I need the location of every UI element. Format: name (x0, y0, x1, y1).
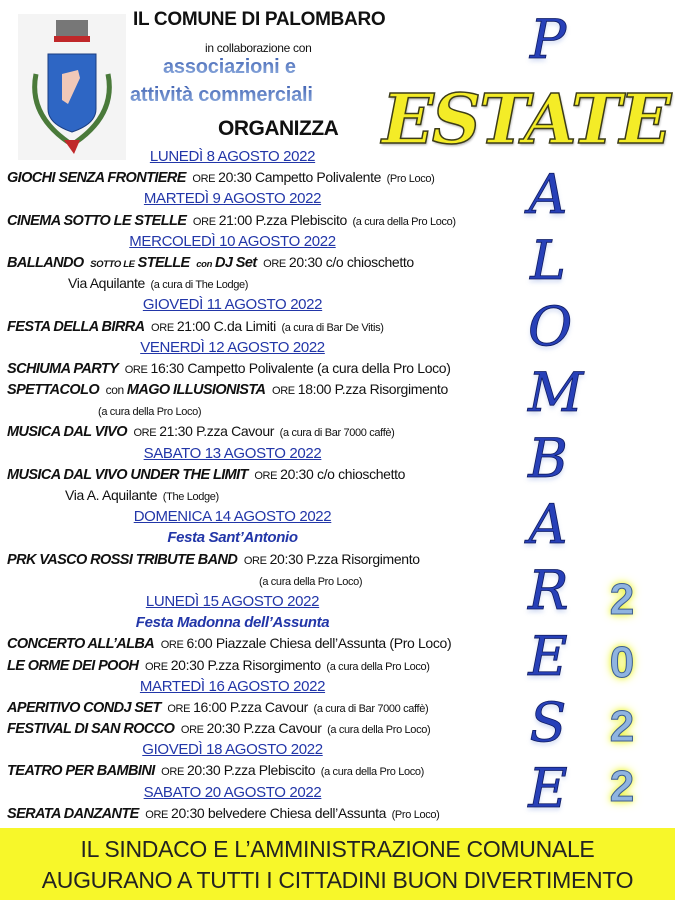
year-digit: 2 (609, 575, 635, 624)
ore-label: ORE (151, 321, 174, 334)
event-text: Via A. Aquilante (65, 487, 158, 503)
event-row (0, 167, 470, 188)
ore-label: ORE (263, 257, 286, 270)
ore-label: ORE (167, 702, 191, 715)
event-row (0, 655, 470, 676)
event-note: (a cura di Bar De Vitis) (281, 321, 384, 334)
estate-title: ESTATE (382, 80, 670, 160)
event-text: 20:30 P.zza Risorgimento (269, 550, 420, 567)
event-note: (a cura della Pro Loco) (327, 724, 431, 737)
ore-label: ORE (192, 215, 216, 228)
event-note: (a cura della Pro Loco) (352, 215, 456, 228)
feast-title (0, 527, 465, 548)
event-row (0, 252, 470, 273)
event-row (0, 697, 470, 718)
event-text: SABATO 20 AGOSTO 2022 (143, 783, 322, 801)
ore-label: ORE (271, 385, 295, 398)
event-continuation (0, 570, 470, 591)
event-row (0, 316, 470, 337)
event-title: MUSICA DAL VIVO UNDER THE LIMIT (7, 466, 248, 483)
event-title: CONCERTO ALL’ALBA (7, 636, 155, 653)
header-title: IL COMUNE DI PALOMBARO (133, 9, 386, 30)
year-digit: 2 (609, 762, 635, 811)
event-note: (a cura della Pro Loco) (259, 575, 363, 588)
event-text: 21:30 P.zza Cavour (159, 423, 275, 440)
event-text: 16:00 P.zza Cavour (193, 698, 308, 715)
vertical-letter: L (530, 229, 566, 292)
event-text: Via Aquilante (68, 275, 145, 292)
event-text: 20:30 belvedere Chiesa dell’Assunta (171, 804, 387, 821)
vertical-letter: R (528, 559, 569, 622)
footer-line-1: IL SINDACO E L’AMMINISTRAZIONE COMUNALE (80, 836, 595, 862)
footer-banner (0, 828, 675, 900)
event-text: 20:30 c/o chioschetto (288, 253, 414, 270)
event-program (0, 146, 470, 824)
date-header (0, 337, 465, 358)
event-note: (Pro Loco) (386, 173, 435, 186)
event-note: (The Lodge) (162, 491, 219, 503)
event-text: LUNEDÌ 15 AGOSTO 2022 (145, 592, 320, 610)
event-text: 20:30 P.zza Cavour (206, 720, 322, 737)
ore-label: ORE (254, 469, 278, 482)
event-title: DJ Set (215, 254, 257, 271)
event-text: 16:30 Campetto Polivalente (a cura della Pro Loco) (150, 359, 451, 376)
event-note: (a cura della Pro Loco) (326, 660, 430, 673)
ore-label: ORE (180, 724, 204, 737)
event-row (0, 464, 470, 485)
feast-title (0, 612, 465, 633)
event-row (0, 379, 470, 400)
event-text: 20:30 c/o chioschetto (280, 465, 406, 482)
event-title: FESTIVAL DI SAN ROCCO (7, 721, 175, 738)
event-note: (a cura di Bar 7000 caffè) (313, 702, 429, 715)
vertical-letter: O (528, 295, 573, 358)
associations-line-2: attività commerciali (130, 84, 313, 106)
event-note: (a cura della Pro Loco) (98, 406, 202, 419)
date-header (0, 231, 465, 252)
event-text: GIOVEDÌ 11 AGOSTO 2022 (142, 296, 323, 314)
date-header (0, 294, 465, 315)
event-row (0, 633, 470, 654)
event-continuation (0, 273, 470, 294)
ore-label: ORE (161, 766, 184, 779)
ore-label: ORE (192, 173, 216, 186)
event-text: Festa Madonna dell’Assunta (135, 614, 330, 632)
event-title: MAGO ILLUSIONISTA (126, 382, 266, 399)
event-note: (a cura di The Lodge) (150, 279, 249, 292)
event-title: FESTA DELLA BIRRA (7, 318, 145, 335)
event-text: 20:30 P.zza Plebiscito (186, 762, 316, 779)
event-note: (a cura della Pro Loco) (320, 766, 424, 779)
event-text: con (196, 258, 213, 270)
event-text: MARTEDÌ 16 AGOSTO 2022 (139, 677, 326, 695)
vertical-letter: S (529, 691, 567, 754)
event-text: DOMENICA 14 AGOSTO 2022 (133, 508, 332, 526)
date-header (0, 676, 465, 697)
event-row (0, 803, 470, 824)
collaboration-text: in collaborazione con (205, 41, 312, 55)
event-title: CINEMA SOTTO LE STELLE (7, 212, 187, 229)
event-title: SPETTACOLO (7, 382, 100, 399)
year-digit: 2 (609, 702, 635, 751)
event-title: PRK VASCO ROSSI TRIBUTE BAND (7, 551, 238, 568)
vertical-letter: B (528, 427, 568, 490)
ore-label: ORE (144, 660, 168, 673)
footer-line-2: AUGURANO A TUTTI I CITTADINI BUON DIVERTIMENTO (41, 867, 634, 893)
event-text: VENERDÌ 12 AGOSTO 2022 (140, 338, 325, 356)
event-text: 21:00 P.zza Plebiscito (218, 211, 347, 228)
event-continuation (0, 485, 470, 506)
ore-label: ORE (243, 554, 267, 567)
date-header (0, 188, 465, 209)
event-row (0, 210, 470, 231)
year-digit: 0 (609, 638, 635, 687)
event-text: MERCOLEDÌ 10 AGOSTO 2022 (129, 232, 336, 250)
event-text: GIOVEDÌ 18 AGOSTO 2022 (142, 741, 323, 759)
date-header (0, 506, 465, 527)
event-title: STELLE (137, 254, 190, 271)
event-text: MARTEDÌ 9 AGOSTO 2022 (143, 190, 322, 208)
event-text: 20:30 P.zza Risorgimento (170, 656, 321, 673)
date-header (0, 591, 465, 612)
vertical-letter: E (528, 625, 568, 688)
ore-label: ORE (133, 427, 157, 440)
vertical-letter: P (529, 8, 567, 71)
event-text: 18:00 P.zza Risorgimento (297, 381, 448, 398)
ore-label: ORE (145, 808, 169, 821)
event-continuation (0, 400, 470, 421)
event-text: con (105, 383, 124, 398)
municipal-coat-of-arms-logo (18, 14, 126, 160)
ore-label: ORE (124, 363, 148, 376)
event-row (0, 421, 470, 442)
event-title: LE ORME DEI POOH (7, 657, 139, 674)
event-text: LUNEDÌ 8 AGOSTO 2022 (149, 148, 316, 165)
event-note: (a cura di Bar 7000 caffè) (279, 427, 395, 440)
event-title: MUSICA DAL VIVO (7, 424, 127, 441)
event-title: TEATRO PER BAMBINI (7, 763, 155, 780)
event-row (0, 760, 470, 781)
ore-label: ORE (160, 639, 184, 652)
event-row (0, 549, 470, 570)
vertical-letter: A (528, 163, 568, 226)
event-title: SERATA DANZANTE (7, 805, 139, 822)
organizza-heading: ORGANIZZA (218, 117, 339, 140)
vertical-letter: E (528, 757, 568, 820)
event-title: SCHIUMA PARTY (7, 360, 119, 377)
event-text: 20:30 Campetto Polivalente (218, 169, 382, 186)
event-text: 6:00 Piazzale Chiesa dell’Assunta (Pro Loco) (186, 635, 452, 652)
event-row (0, 358, 470, 379)
event-text: SOTTO LE (90, 258, 135, 270)
event-title: APERITIVO CONDJ SET (7, 699, 161, 716)
date-header (0, 782, 465, 803)
vertical-letter: A (528, 493, 568, 556)
event-text: Festa Sant’Antonio (167, 529, 298, 547)
date-header (0, 739, 465, 760)
event-row (0, 718, 470, 739)
date-header (0, 443, 465, 464)
event-title: BALLANDO (7, 254, 84, 271)
associations-line-1: associazioni e (163, 56, 296, 78)
event-text: SABATO 13 AGOSTO 2022 (143, 444, 322, 462)
event-title: GIOCHI SENZA FRONTIERE (7, 170, 186, 187)
vertical-letter: M (528, 361, 584, 424)
event-text: 21:00 C.da Limiti (176, 317, 276, 334)
event-note: (Pro Loco) (391, 808, 440, 821)
